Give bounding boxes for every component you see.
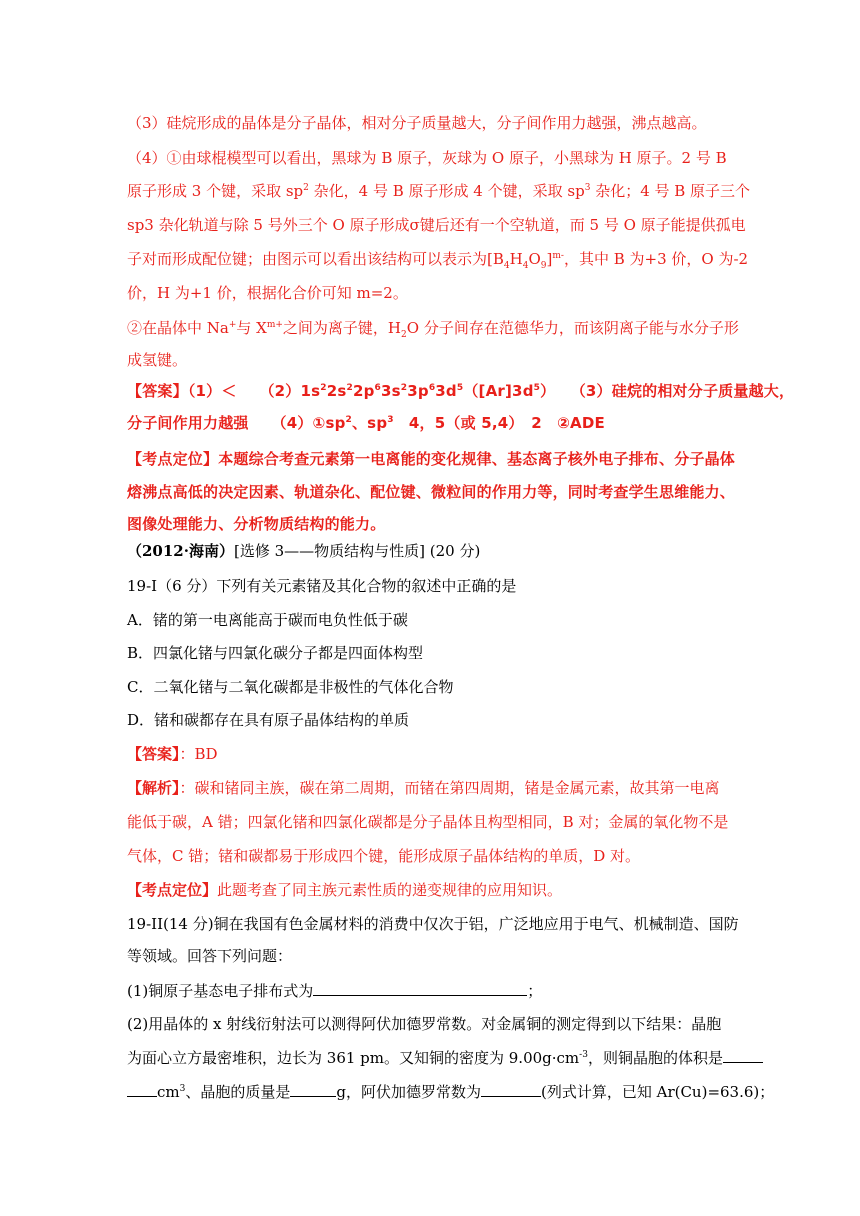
solution-part-4-line-3: sp3 杂化轨道与除 5 号外三个 O 原子形成σ键后还有一个空轨道，而 5 号 O 原子能提供孤电 (127, 216, 746, 234)
knowledge-point-line-2: 熔沸点高低的决定因素、轨道杂化、配位键、微粒间的作用力等，同时考查学生思维能力、 (127, 483, 736, 501)
solution-part-4-line-2: 原子形成 3 个键，采取 $sp^2$ 杂化，4 号 B 原子形成 4 个键，采取 $sp^3$ 杂化；4 号 B 原子三个 (127, 182, 751, 200)
option-a: A．锗的第一电离能高于碳而电负性低于碳 (127, 611, 408, 629)
q19-1-analysis-line-3: 气体，C 错；锗和碳都易于形成四个键，能形成原子晶体结构的单质，D 对。 (127, 847, 641, 865)
solution-part-4-line-1: （4）①由球棍模型可以看出，黑球为 B 原子，灰球为 O 原子，小黑球为 H 原子。2 号 B (127, 149, 727, 167)
answer-blank-3[interactable] (290, 1082, 336, 1097)
question-19-2-part-2-line-1: (2)用晶体的 x 射线衍射法可以测得阿伏加德罗常数。对金属铜的测定得到以下结果：晶胞 (127, 1015, 722, 1033)
section-header: （2012·海南）[选修 3——物质结构与性质] (20 分) (127, 542, 481, 560)
question-19-2-part-1: (1)铜原子基态电子排布式为 ； (127, 982, 543, 1000)
q19-1-analysis-line-1: 【解析】：碳和锗同主族，碳在第二周期，而锗在第四周期，锗是金属元素，故其第一电离 (127, 779, 720, 797)
option-d: D．锗和碳都存在具有原子晶体结构的单质 (127, 711, 410, 729)
question-19-2-stem-1: 19-II(14 分)铜在我国有色金属材料的消费中仅次于铝，广泛地应用于电气、机械制造、国防 (127, 915, 739, 933)
answer-line-2: 分子间作用力越强 $(4)①sp^2$、$sp^3$ 4，5（或 5,4） 2 ②ADE (127, 414, 605, 432)
q19-1-knowledge-point: 【考点定位】此题考查了同主族元素性质的递变规律的应用知识。 (127, 881, 563, 899)
option-c: C．二氧化锗与二氧化碳都是非极性的气体化合物 (127, 678, 454, 696)
solution-part-4-2-line-1: ②在晶体中 Na+与 $X^{m+}$之间为离子键，$H_2O$ 分子间存在范德华力，而该阴离子能与水分子形 (127, 319, 739, 340)
question-19-2-stem-2: 等领域。回答下列问题： (127, 947, 293, 965)
answer-blank-2b[interactable] (127, 1082, 157, 1097)
option-b: B．四氯化锗与四氯化碳分子都是四面体构型 (127, 644, 424, 662)
question-19-2-part-2-line-2: 为面心立方最密堆积，边长为 361 pm。又知铜的密度为 $9.00g\cdot cm^{-3}$，则铜晶胞的体积是 (127, 1048, 763, 1068)
answer-blank-4[interactable] (481, 1082, 541, 1097)
question-19-1-stem: 19-I（6 分）下列有关元素锗及其化合物的叙述中正确的是 (127, 577, 517, 595)
answer-blank-1[interactable] (313, 981, 527, 996)
solution-part-4-2-line-2: 成氢键。 (127, 351, 188, 369)
question-19-2-part-2-line-3: $cm^3$、晶胞的质量是 g，阿伏加德罗常数为 (列式计算，已知 Ar(Cu)=63.6)； (127, 1082, 774, 1102)
answer-blank-2a[interactable] (723, 1048, 763, 1063)
knowledge-point-line-3: 图像处理能力、分析物质结构的能力。 (127, 515, 386, 533)
q19-1-answer: 【答案】：BD (127, 745, 218, 763)
solution-part-4-line-5: 价，H 为+1 价，根据化合价可知 m=2。 (127, 284, 408, 302)
solution-part-3: （3）硅烷形成的晶体是分子晶体，相对分子质量越大，分子间作用力越强，沸点越高。 (127, 114, 707, 132)
q19-1-analysis-line-2: 能低于碳，A 错；四氯化锗和四氯化碳都是分子晶体且构型相同，B 对；金属的氧化物不是 (127, 813, 729, 831)
solution-part-4-line-4: 子对而形成配位键；由图示可以看出该结构可以表示为$[B_4H_4O_9]^{m-}$，其中 B 为+3 价，O 为-2 (127, 250, 749, 271)
knowledge-point-line-1: 【考点定位】本题综合考查元素第一电离能的变化规律、基态离子核外电子排布、分子晶体 (127, 450, 736, 468)
answer-line-1: 【答案】（1）＜ $(2)1s^22s^22p^63s^23p^63d^5([Ar]3d^5)$ （3）硅烷的相对分子质量越大， (127, 382, 795, 400)
